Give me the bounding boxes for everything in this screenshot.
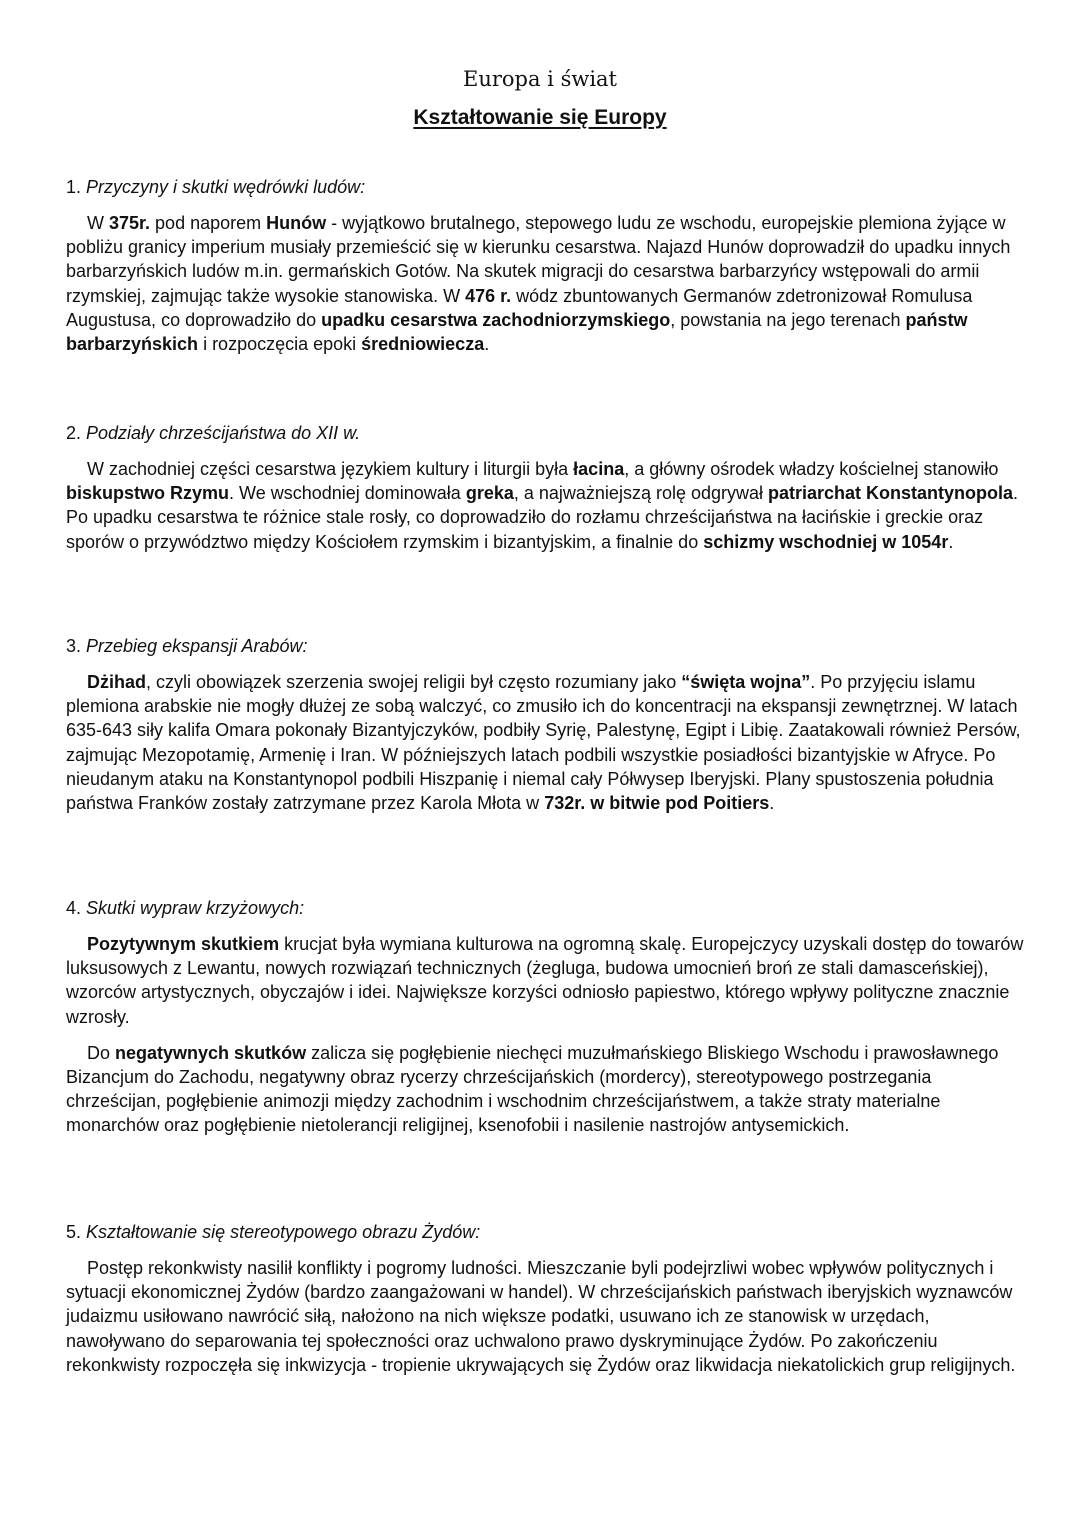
text-run: i rozpoczęcia epoki	[198, 334, 362, 355]
section-heading-text: Skutki wypraw krzyżowych:	[86, 898, 305, 918]
subject-label: Europa i świat	[463, 67, 617, 91]
document-title: Kształtowanie się Europy	[413, 106, 667, 129]
text-run: Postęp rekonkwisty nasilił konflikty i pogromy ludności. Mieszczanie byli podejrzliwi wobec wpływów politycznych i sytuacji ekonomicznej Żydów (bardzo zaangażowani w handel). W chrześcijańskich państwach iberyjskich wyznawców judaizmu usiłowano nawrócić siłą, nałożono na nich większe podatki, usuwano ich ze stanowisk w urzędach, nawoływano do separowania tej społeczności oraz uchwalono prawo dyskryminujące Żydów. Po zakończeniu rekonkwisty rozpoczęła się inkwizycja - tropienie ukrywających się Żydów oraz likwidacja niekatolickich grup religijnych.	[66, 1258, 1016, 1375]
bold-term: Hunów	[266, 213, 327, 233]
bold-term: greka	[465, 483, 514, 504]
paragraph	[66, 670, 1026, 815]
text-run: krucjat była wymiana kulturowa na ogromną skalę. Europejczycy uzyskali dostęp do towarów luksusowych z Lewantu, nowych rozwiązań technicznych (żegluga, budowa umocnień broń ze stali damasceńskiej), wzorców artystycznych, obyczajów i idei. Największe korzyści odniosło papiestwo, którego wpływy polityczne znacznie wzrosły.	[66, 934, 1024, 1027]
text-run: .	[484, 334, 490, 355]
paragraph	[66, 1041, 1026, 1138]
text-run: - wyjątkowo brutalnego, stepowego ludu ze wschodu, europejskie plemiona żyjące w pobliżu granicy imperium musiały przemieścić się w kierunku cesarstwa. Najazd Hunów doprowadził do upadku innych barbarzyńskich ludów m.in. germańskich Gotów. Na skutek migracji do cesarstwa barbarzyńcy wstępowali do armii rzymskiej, zajmując także wysokie stanowiska. W	[66, 213, 1011, 306]
section-5	[66, 1220, 1026, 1377]
text-run: . We wschodniej dominowała	[229, 483, 466, 504]
section-heading	[66, 896, 1026, 920]
section-number: 5.	[66, 1222, 82, 1242]
text-run: W zachodniej części cesarstwa językiem kultury i liturgii była	[87, 459, 574, 479]
section-4	[66, 896, 1026, 1138]
text-run: , czyli obowiązek szerzenia swojej religii był często rozumiany jako	[146, 672, 682, 692]
text-run: . Po upadku cesarstwa te różnice stale rosły, co doprowadziło do rozłamu chrześcijaństwa na łacińskie i greckie oraz sporów o przywództwo między Kościołem rzymskim i bizantyjskim, a finalnie do	[66, 483, 1019, 552]
section-number: 1.	[66, 177, 82, 197]
section-heading-text: Kształtowanie się stereotypowego obrazu Żydów:	[86, 1222, 481, 1242]
section-number: 3.	[66, 636, 82, 656]
text-run: .	[948, 531, 954, 552]
section-heading-text: Przebieg ekspansji Arabów:	[86, 636, 308, 656]
section-2	[66, 421, 1026, 554]
section-heading-text: Podziały chrześcijaństwa do XII w.	[86, 423, 361, 443]
text-run: , a najważniejszą rolę odgrywał	[513, 483, 769, 504]
text-run: W	[87, 213, 109, 233]
bold-term: negatywnych skutków	[115, 1042, 307, 1063]
paragraph	[66, 1256, 1026, 1377]
text-run: wódz zbuntowanych Germanów zdetronizował Romulusa Augustusa, co doprowadziło do	[66, 285, 973, 330]
bold-term: 375r.	[109, 213, 151, 233]
section-heading	[66, 1220, 1026, 1244]
bold-term: 476 r.	[465, 285, 512, 306]
bold-term: Dżihad	[87, 672, 147, 692]
bold-term: “święta wojna”	[681, 672, 811, 692]
text-run: Do	[87, 1042, 116, 1063]
paragraph	[66, 211, 1026, 356]
text-run: pod naporem	[150, 213, 267, 233]
paragraph	[66, 932, 1026, 1029]
paragraph	[66, 457, 1026, 554]
bold-term: Pozytywnym skutkiem	[87, 934, 280, 954]
bold-term: upadku cesarstwa zachodniorzymskiego	[321, 309, 671, 330]
section-number: 4.	[66, 898, 82, 918]
bold-term: łacina	[573, 459, 625, 479]
bold-term: państw barbarzyńskich	[66, 309, 968, 355]
text-run: .	[769, 793, 775, 814]
text-run: , a główny ośrodek władzy kościelnej stanowiło	[624, 459, 999, 479]
text-run: zalicza się pogłębienie niechęci muzułmańskiego Bliskiego Wschodu i prawosławnego Bizancjum do Zachodu, negatywny obraz rycerzy chrześcijańskich (mordercy), stereotypowego postrzegania chrześcijan, pogłębienie animozji między zachodnim i wschodnim chrześcijaństwem, a także straty materialne monarchów oraz pogłębienie nietolerancji religijnej, ksenofobii i nasilenie nastrojów antysemickich.	[66, 1042, 999, 1136]
bold-term: patriarchat Konstantynopola	[768, 483, 1014, 504]
bold-term: średniowiecza	[361, 334, 485, 355]
section-heading	[66, 175, 1026, 199]
text-run: , powstania na jego terenach	[670, 309, 906, 330]
text-run: . Po przyjęciu islamu plemiona arabskie nie mogły dłużej ze sobą walczyć, co zmusiło ich do koncentracji na ekspansji zewnętrznej. W latach 635-643 siły kalifa Omara pokonały Bizantyjczyków, podbiły Syrię, Palestynę, Egipt i Libię. Zaatakowali również Persów, zajmując Mezopotamię, Armenię i Iran. W późniejszych latach podbili wszystkie posiadłości bizantyjskie w Afryce. Po nieudanym ataku na Konstantynopol podbili Hiszpanię i niemal cały Półwysep Iberyjski. Plany spustoszenia południa państwa Franków zostały zatrzymane przez Karola Młota w	[66, 672, 1021, 814]
section-number: 2.	[66, 423, 82, 443]
section-heading-text: Przyczyny i skutki wędrówki ludów:	[86, 177, 366, 197]
section-1	[66, 175, 1026, 356]
section-heading	[66, 421, 1026, 445]
bold-term: schizmy wschodniej w 1054r	[703, 531, 949, 552]
bold-term: 732r. w bitwie pod Poitiers	[544, 793, 770, 814]
section-heading	[66, 634, 1026, 658]
bold-term: biskupstwo Rzymu	[66, 483, 230, 504]
section-3	[66, 634, 1026, 815]
